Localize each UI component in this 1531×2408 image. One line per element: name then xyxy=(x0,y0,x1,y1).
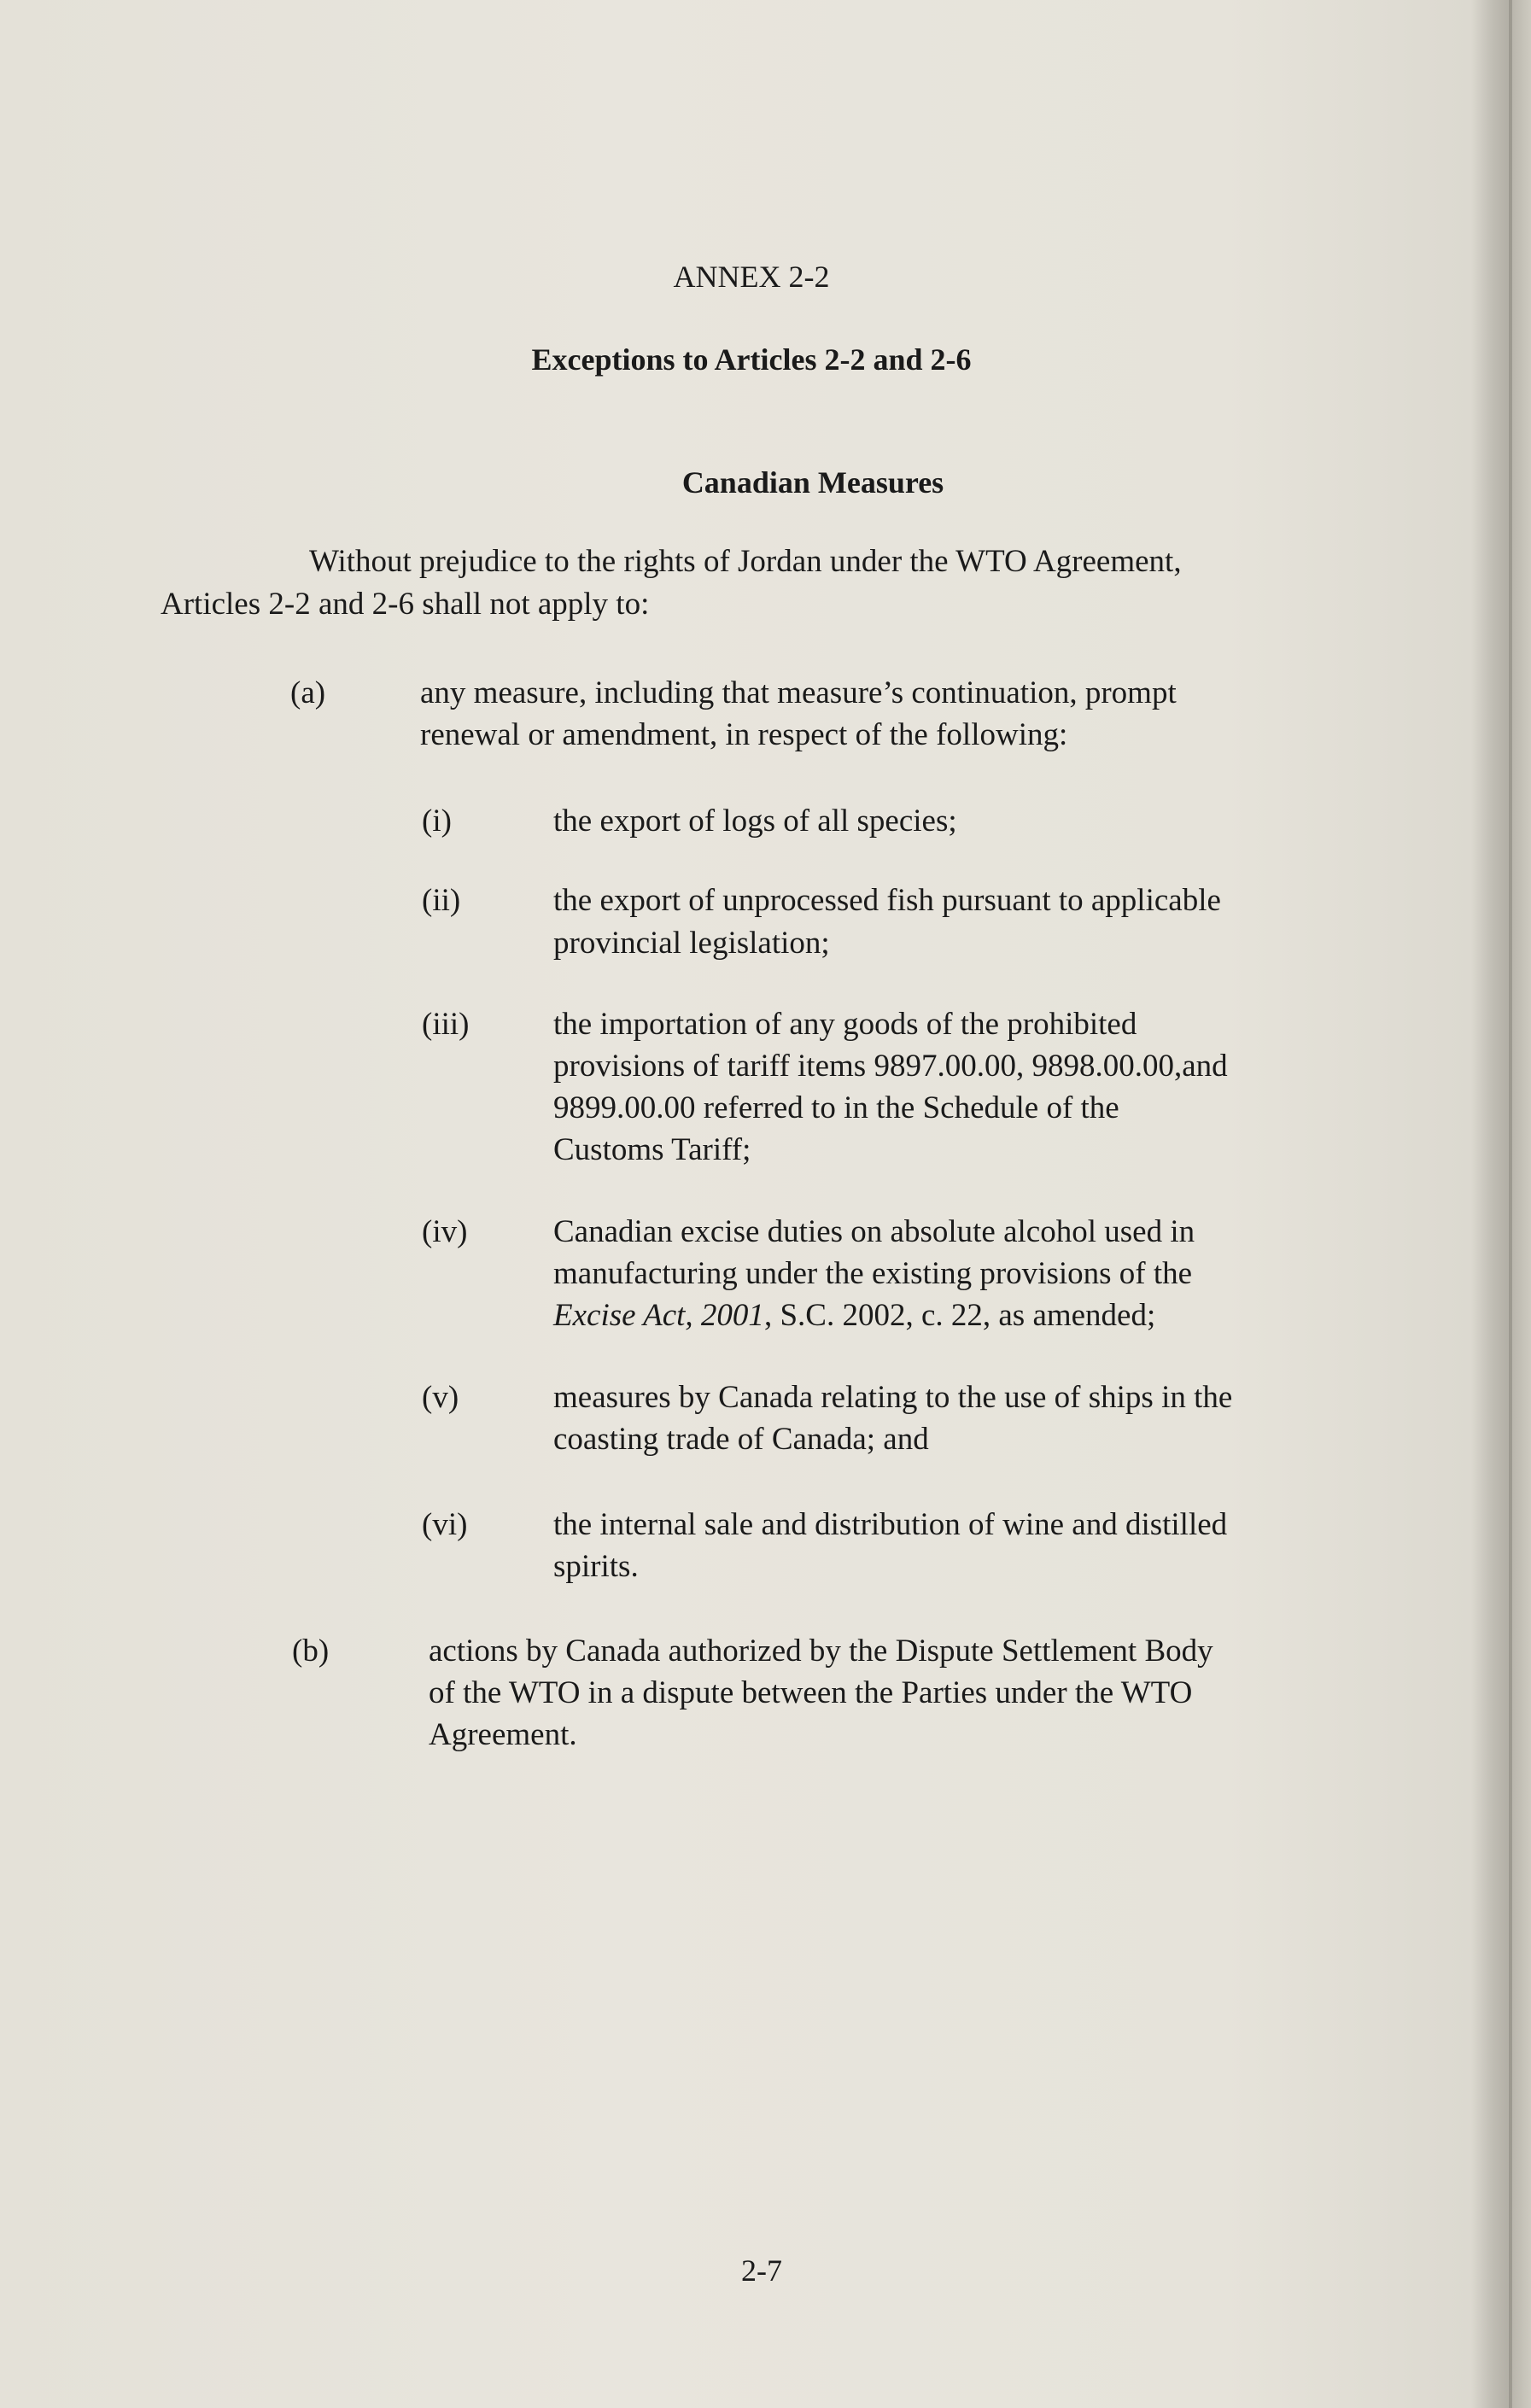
excise-act-citation: , S.C. 2002, c. 22, as amended; xyxy=(763,1298,1156,1333)
item-a-line-2: renewal or amendment, in respect of the following: xyxy=(420,717,1068,752)
page-number: 2-7 xyxy=(741,2253,782,2288)
sub-item-iii-label: (iii) xyxy=(422,1007,470,1042)
sub-item-ii-line-2: provincial legislation; xyxy=(553,926,830,961)
sub-item-v-line-2: coasting trade of Canada; and xyxy=(553,1422,929,1457)
item-a-label: (a) xyxy=(290,675,326,710)
sub-item-vi-label: (vi) xyxy=(422,1507,468,1542)
sub-item-ii-line-1: the export of unprocessed fish pursuant to applicable xyxy=(553,883,1221,918)
sub-item-iv-line-2: manufacturing under the existing provisions of the xyxy=(553,1256,1193,1291)
sub-item-iv-label: (iv) xyxy=(422,1214,468,1249)
sub-item-v-label: (v) xyxy=(422,1380,459,1415)
item-b-line-1: actions by Canada authorized by the Dispute Settlement Body xyxy=(429,1634,1213,1669)
sub-item-iii-line-4: Customs Tariff; xyxy=(553,1132,751,1167)
page-edge-line xyxy=(1509,0,1512,2408)
sub-item-vi-line-1: the internal sale and distribution of wine and distilled xyxy=(553,1507,1228,1542)
sub-item-ii-label: (ii) xyxy=(422,883,461,918)
intro-line-1: Without prejudice to the rights of Jordan under the WTO Agreement, xyxy=(309,544,1182,579)
sub-item-i-label: (i) xyxy=(422,804,452,839)
sub-item-iii-line-2: provisions of tariff items 9897.00.00, 9898.00.00,and xyxy=(553,1049,1228,1084)
excise-act-title: Excise Act, 2001 xyxy=(553,1298,764,1333)
section-heading: Canadian Measures xyxy=(681,465,944,500)
intro-line-2: Articles 2-2 and 2-6 shall not apply to: xyxy=(161,587,650,622)
item-b-line-2: of the WTO in a dispute between the Parties under the WTO xyxy=(429,1675,1193,1710)
item-b-label: (b) xyxy=(292,1634,330,1669)
annex-title: ANNEX 2-2 xyxy=(673,260,830,294)
item-a-line-1: any measure, including that measure’s continuation, prompt xyxy=(420,675,1177,710)
sub-item-iv-line-3 xyxy=(553,1295,1155,1337)
sub-item-i-line-1: the export of logs of all species; xyxy=(553,804,957,839)
sub-item-iii-line-3: 9899.00.00 referred to in the Schedule of the xyxy=(553,1090,1119,1125)
sub-item-vi-line-2: spirits. xyxy=(553,1549,639,1584)
sub-item-iii-line-1: the importation of any goods of the prohibited xyxy=(553,1007,1137,1042)
item-b-line-3: Agreement. xyxy=(429,1717,577,1752)
sub-item-v-line-1: measures by Canada relating to the use of ships in the xyxy=(553,1380,1233,1415)
annex-subtitle: Exceptions to Articles 2-2 and 2-6 xyxy=(531,342,972,377)
page-edge-shadow xyxy=(1471,0,1531,2408)
sub-item-iv-line-1: Canadian excise duties on absolute alcohol used in xyxy=(553,1214,1195,1249)
